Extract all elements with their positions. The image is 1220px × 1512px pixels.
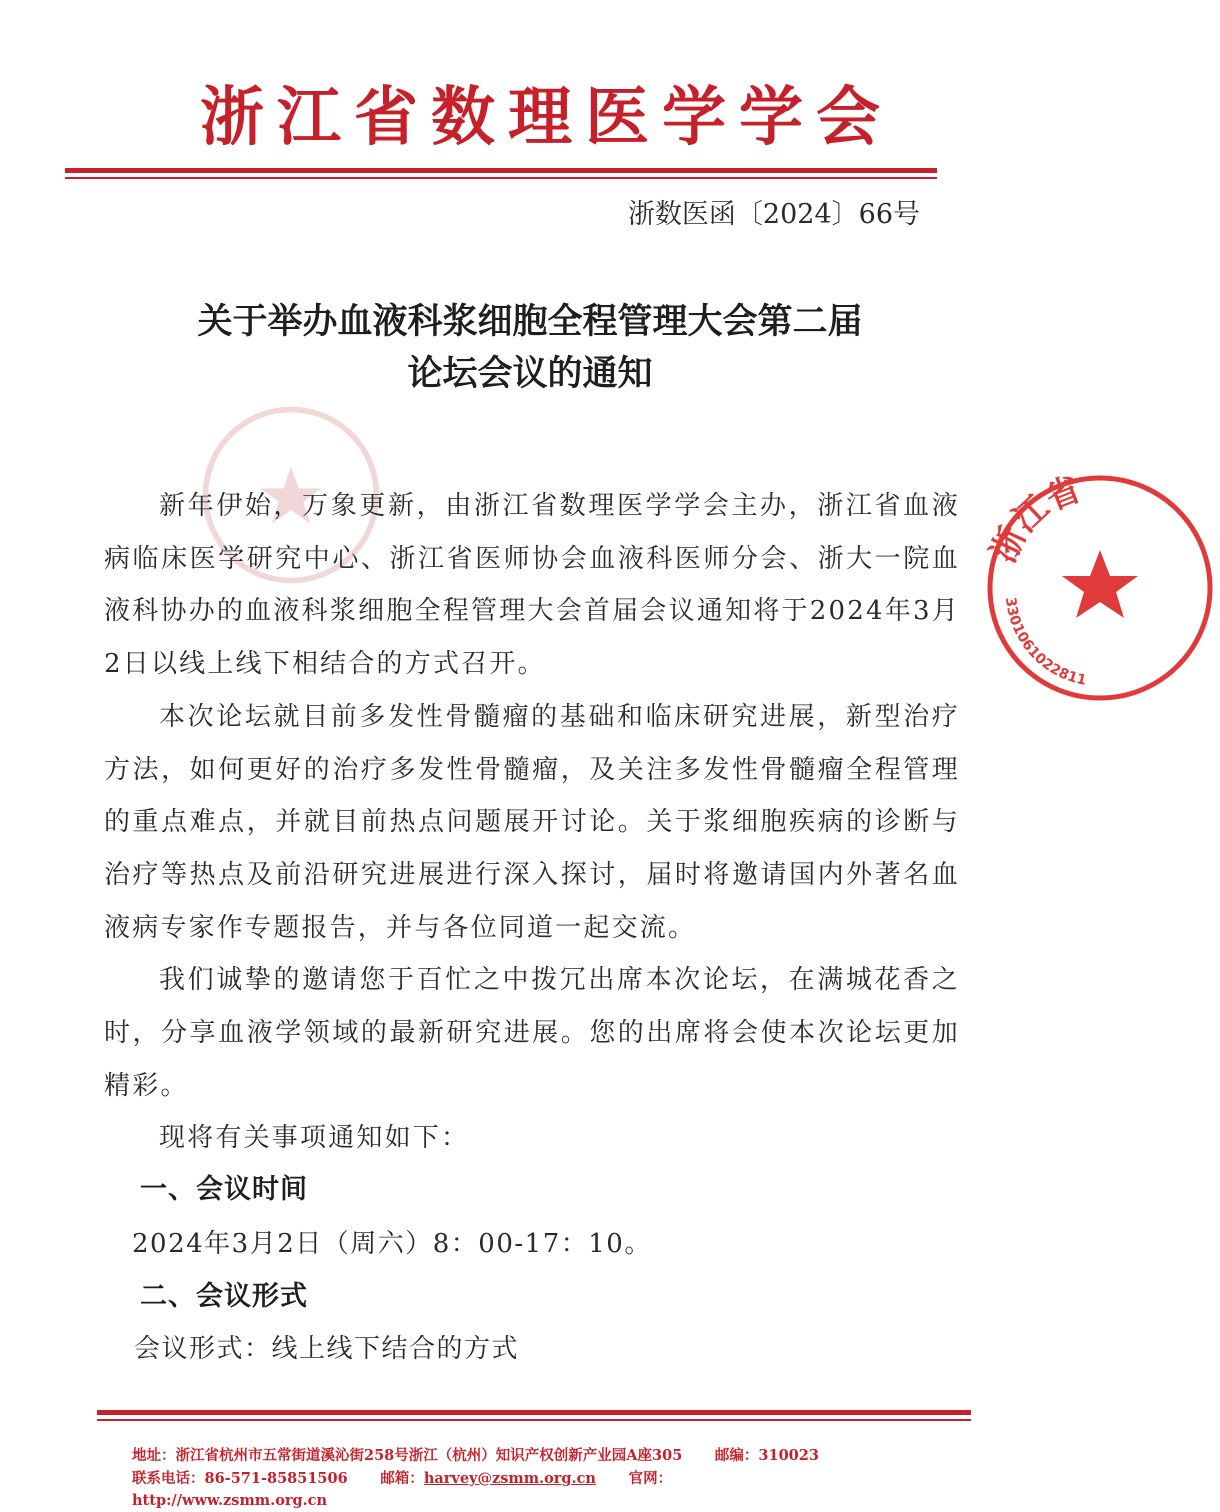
footer-address: 地址：浙江省杭州市五常街道溪沁街258号浙江（杭州）知识产权创新产业园A座305: [132, 1447, 683, 1464]
seal-code: 3301061022811: [1002, 596, 1088, 689]
email-link[interactable]: harvey@zsmm.org.cn: [423, 1470, 596, 1487]
section-heading-time: 一、会议时间: [140, 1174, 308, 1205]
letterhead-divider-thick: [65, 168, 937, 173]
svg-text:3301061022811: [1002, 596, 1088, 688]
footer-divider-thick: [97, 1410, 971, 1415]
section-heading-format: 二、会议形式: [140, 1281, 308, 1312]
org-char: 浙: [200, 80, 264, 155]
letterhead-divider-thin: [65, 177, 937, 179]
seal-text: 浙江省: [983, 469, 1087, 569]
svg-text:浙江省: [983, 469, 1086, 569]
org-char: 医: [585, 80, 649, 155]
footer-website: 官网：http://www.zsmm.org.cn: [132, 1470, 673, 1509]
official-seal-icon: [980, 468, 1220, 708]
org-char: 学: [662, 80, 726, 155]
footer-email: 邮箱：harvey@zsmm.org.cn: [380, 1470, 596, 1487]
title-line-2: 论坛会议的通知: [407, 354, 653, 394]
paragraph: 新年伊始，万象更新，由浙江省数理医学学会主办，浙江省血液病临床医学研究中心、浙江省医师协会血液科医师分会、浙大一院血液科协办的血液科浆细胞全程管理大会首届会议通知将于2024年3月2日以线上线下相结合的方式召开。: [104, 491, 960, 680]
paragraph: 我们诚挚的邀请您于百忙之中拨冗出席本次论坛，在满城花香之时，分享血液学领域的最新研究进展。您的出席将会使本次论坛更加精彩。: [104, 965, 960, 1101]
footer-postcode: 邮编：310023: [714, 1447, 819, 1464]
paragraph: 本次论坛就目前多发性骨髓瘤的基础和临床研究进展，新型治疗方法，如何更好的治疗多发性骨髓瘤，及关注多发性骨髓瘤全程管理的重点难点，并就目前热点问题展开讨论。关于浆细胞疾病的诊断与治疗等热点及前沿研究进展进行深入探讨，届时将邀请国内外著名血液病专家作专题报告，并与各位同道一起交流。: [104, 701, 960, 943]
org-char: 会: [816, 80, 880, 155]
footer-contact-row: [132, 1468, 892, 1512]
website-link[interactable]: http://www.zsmm.org.cn: [132, 1492, 328, 1509]
section-content-time: 2024年3月2日（周六）8：00-17：10。: [132, 1229, 652, 1259]
section-content-format: 会议形式：线上线下结合的方式: [134, 1334, 520, 1364]
notice-title: [100, 296, 960, 400]
footer-divider-thin: [97, 1419, 971, 1421]
org-char: 江: [277, 80, 341, 155]
org-char: 理: [508, 80, 572, 155]
footer-address-row: [132, 1445, 892, 1467]
document-number: 浙数医函〔2024〕66号: [627, 199, 920, 230]
letterhead-org-name: [200, 80, 880, 156]
notice-body: [104, 480, 960, 1165]
paragraph: 现将有关事项通知如下：: [159, 1123, 470, 1154]
title-line-1: 关于举办血液科浆细胞全程管理大会第二届: [197, 302, 863, 342]
org-char: 数: [431, 80, 495, 155]
org-char: 学: [739, 80, 803, 155]
footer-phone: 联系电话：86-571-85851506: [132, 1470, 348, 1487]
org-char: 省: [354, 80, 418, 155]
